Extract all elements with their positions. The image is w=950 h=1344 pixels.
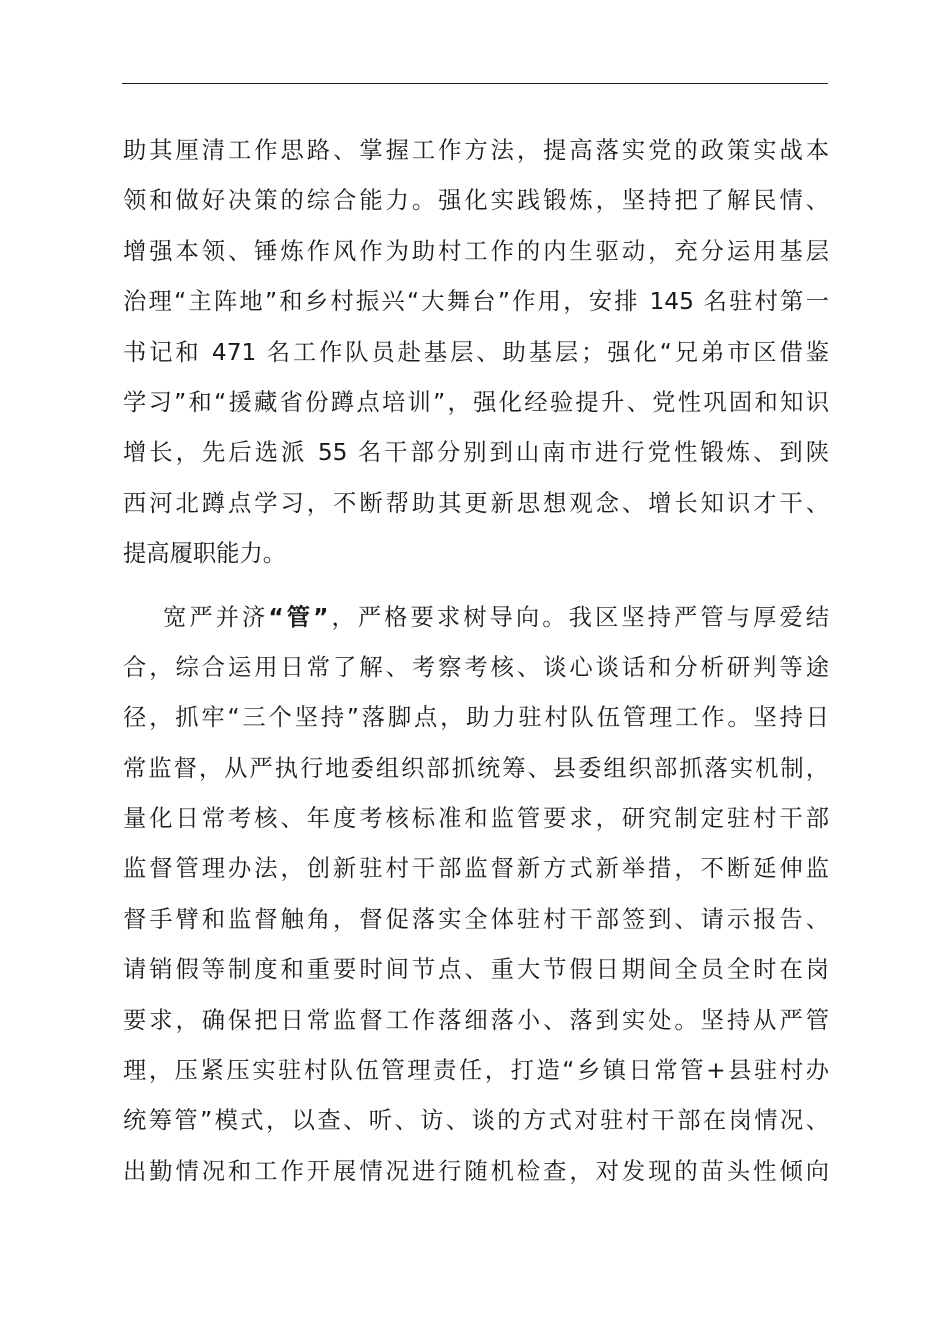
text-line: 治理“主阵地”和乡村振兴“大舞台”作用，安排 145 名驻村第一 xyxy=(123,288,829,316)
text-line: 请销假等制度和重要时间节点、重大节假日期间全员全时在岗 xyxy=(123,956,829,984)
text-line: 增强本领、锤炼作风作为助村工作的内生驱动，充分运用基层 xyxy=(123,237,829,265)
text-line: 要求，确保把日常监督工作落细落小、落到实处。坚持从严管 xyxy=(123,1006,829,1034)
text-line: 增长，先后选派 55 名干部分别到山南市进行党性锻炼、到陕 xyxy=(123,439,829,467)
document-body xyxy=(123,126,829,1197)
text-line: 合，综合运用日常了解、考察考核、谈心谈话和分析研判等途 xyxy=(123,653,829,681)
lead-rest: ，严格要求树导向。我区坚持严管与厚爱结 xyxy=(328,603,830,631)
lead-keyword: “管” xyxy=(268,603,329,631)
text-line: 径，抓牢“三个坚持”落脚点，助力驻村队伍管理工作。坚持日 xyxy=(123,704,829,732)
text-line: 监督管理办法，创新驻村干部监督新方式新举措，不断延伸监 xyxy=(123,855,829,883)
text-line: 理，压紧压实驻村队伍管理责任，打造“乡镇日常管+县驻村办 xyxy=(123,1057,829,1085)
text-line: 西河北蹲点学习，不断帮助其更新思想观念、增长知识才干、 xyxy=(123,489,829,517)
paragraph-lead-line xyxy=(123,593,829,643)
text-line: 督手臂和监督触角，督促落实全体驻村干部签到、请示报告、 xyxy=(123,905,829,933)
paragraph-2 xyxy=(123,593,829,1198)
text-line: 书记和 471 名工作队员赴基层、助基层；强化“兄弟市区借鉴 xyxy=(123,338,829,366)
text-line: 出勤情况和工作开展情况进行随机检查，对发现的苗头性倾向 xyxy=(123,1157,829,1185)
header-rule xyxy=(122,83,828,84)
paragraph-gap xyxy=(123,580,829,593)
text-line: 领和做好决策的综合能力。强化实践锻炼，坚持把了解民情、 xyxy=(123,187,829,215)
lead-text: 宽严并济 xyxy=(163,603,269,631)
text-line: 学习”和“援藏省份蹲点培训”，强化经验提升、党性巩固和知识 xyxy=(123,388,829,416)
text-line: 统筹管”模式，以查、听、访、谈的方式对驻村干部在岗情况、 xyxy=(123,1107,829,1135)
text-line: 量化日常考核、年度考核标准和监管要求，研究制定驻村干部 xyxy=(123,805,829,833)
text-line: 提高履职能力。 xyxy=(123,540,287,568)
paragraph-1 xyxy=(123,126,829,580)
text-line: 助其厘清工作思路、掌握工作方法，提高落实党的政策实战本 xyxy=(123,137,829,164)
text-line: 常监督，从严执行地委组织部抓统筹、县委组织部抓落实机制， xyxy=(123,754,829,782)
